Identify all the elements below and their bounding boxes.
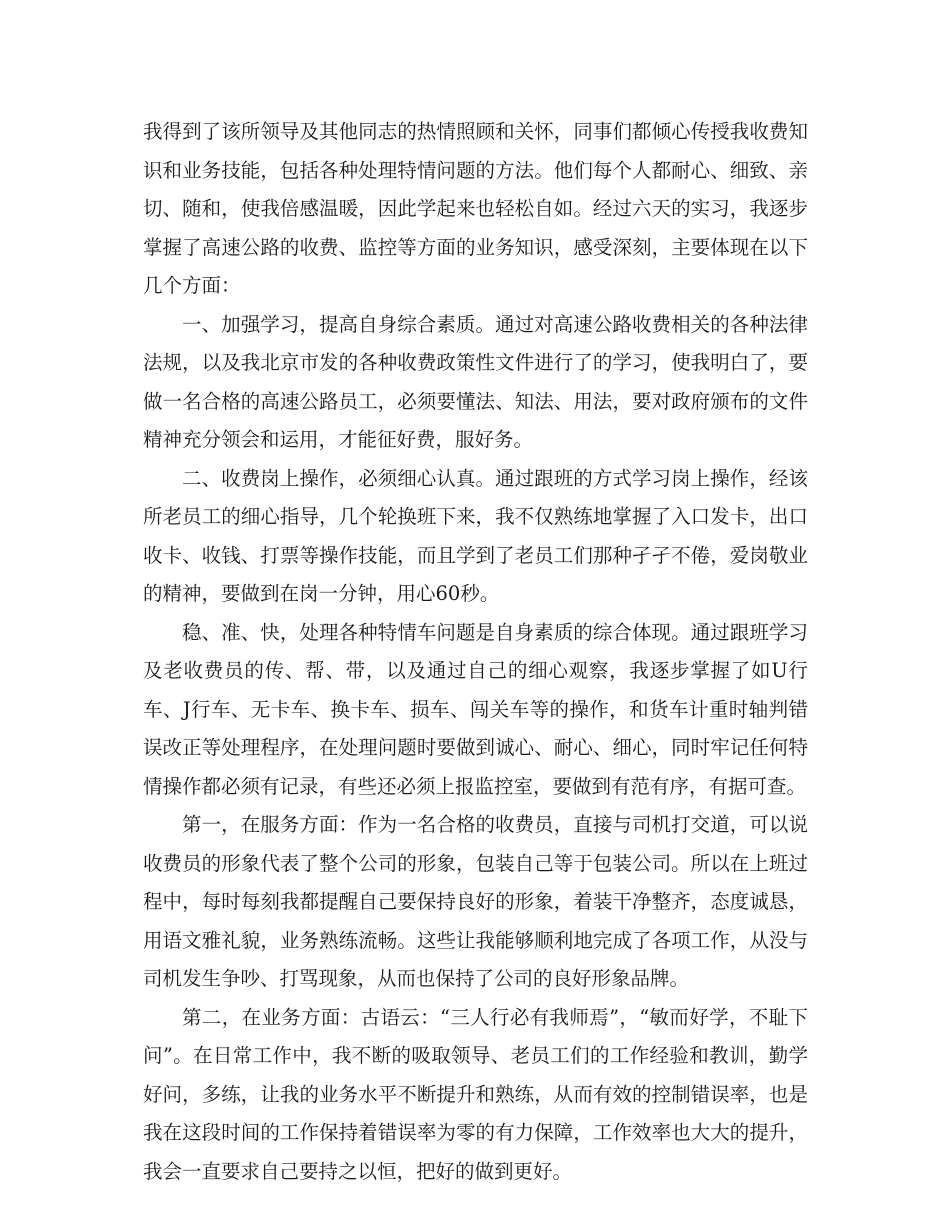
paragraph-business: 第二，在业务方面：古语云：“三人行必有我师焉”，“敏而好学，不耻下问”。在日常工作中，我不断的吸取领导、老员工们的工作经验和教训，勤学好问，多练，让我的业务水平不断提升和熟练，从而有效的控制错误率，也是我在这段时间的工作保持着错误率为零的有力保障，工作效率也大大的提升，我会一直要求自己要持之以恒，把好的做到更好。 <box>143 1005 808 1183</box>
paragraph-study: 一、加强学习，提高自身综合素质。通过对高速公路收费相关的各种法律法规，以及我北京市发的各种收费政策性文件进行了的学习，使我明白了，要做一名合格的高速公路员工，必须要懂法、知法、用法，要对政府颁布的文件精神充分领会和运用，才能征好费，服好务。 <box>143 312 808 451</box>
paragraph-special-vehicles: 稳、准、快，处理各种特情车问题是自身素质的综合体现。通过跟班学习及老收费员的传、帮、带，以及通过自己的细心观察，我逐步掌握了如U行车、J行车、无卡车、换卡车、损车、闯关车等的操作，和货车计重时轴判错误改正等处理程序，在处理问题时要做到诚心、耐心、细心，同时牢记任何特情操作都必须有记录，有些还必须上报监控室，要做到有范有序，有据可查。 <box>143 620 808 798</box>
paragraph-toll-operation: 二、收费岗上操作，必须细心认真。通过跟班的方式学习岗上操作，经该所老员工的细心指导，几个轮换班下来，我不仅熟练地掌握了入口发卡，出口收卡、收钱、打票等操作技能，而且学到了老员工们那种孑孑不倦，爱岗敬业的精神，要做到在岗一分钟，用心60秒。 <box>143 466 808 605</box>
document-body <box>143 113 808 1191</box>
paragraph-intro: 我得到了该所领导及其他同志的热情照顾和关怀，同事们都倾心传授我收费知识和业务技能，包括各种处理特情问题的方法。他们每个人都耐心、细致、亲切、随和，使我倍感温暖，因此学起来也轻松自如。经过六天的实习，我逐步掌握了高速公路的收费、监控等方面的业务知识，感受深刻，主要体现在以下几个方面： <box>143 120 808 297</box>
paragraph-service: 第一，在服务方面：作为一名合格的收费员，直接与司机打交道，可以说收费员的形象代表了整个公司的形象，包装自己等于包装公司。所以在上班过程中，每时每刻我都提醒自己要保持良好的形象，着装干净整齐，态度诚恳，用语文雅礼貌，业务熟练流畅。这些让我能够顺利地完成了各项工作，从没与司机发生争吵、打骂现象，从而也保持了公司的良好形象品牌。 <box>143 813 808 990</box>
